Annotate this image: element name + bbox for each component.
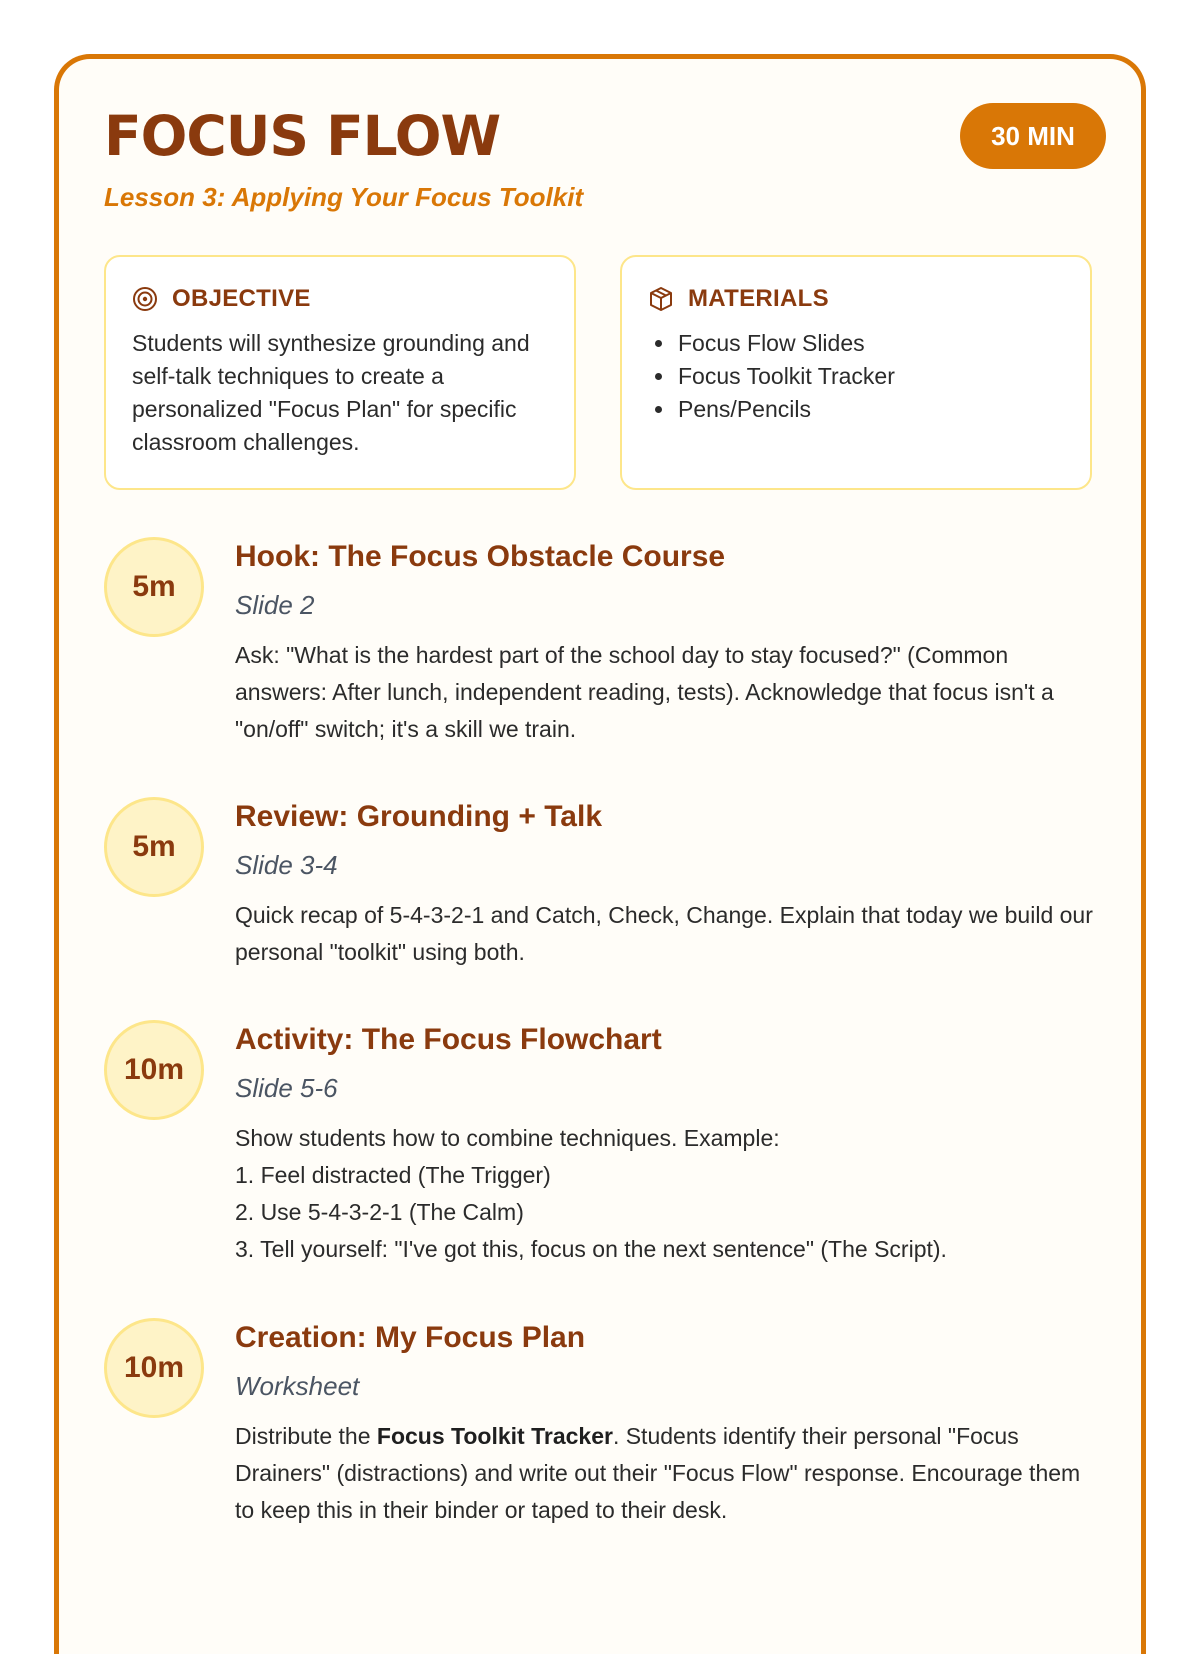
target-icon	[132, 286, 158, 312]
step-slide-ref: Slide 2	[235, 590, 315, 620]
objective-text: Students will synthesize grounding and self-talk techniques to create a personalized "Focus Plan" for specific classroom challenges.	[132, 330, 530, 455]
objective-heading: OBJECTIVE	[172, 285, 311, 312]
step-slide-ref: Slide 5-6	[235, 1073, 338, 1103]
step-description-text: . Students identify their personal "Focus Drainers" (distractions) and write out their "Focus Flow" response. Encourage them to keep this in their binder or taped to their desk.	[235, 1423, 1081, 1523]
step-title: Creation: My Focus Plan	[235, 1321, 586, 1354]
step-description	[235, 1418, 1095, 1529]
lesson-subtitle: Lesson 3: Applying Your Focus Toolkit	[104, 182, 584, 212]
tracker-name: Focus Toolkit Tracker	[376, 1423, 613, 1449]
step-title: Activity: The Focus Flowchart	[235, 1023, 662, 1056]
step-slide-ref: Worksheet	[235, 1371, 360, 1401]
step-description-line: Show students how to combine techniques. Example:	[235, 1125, 780, 1151]
step-description: Quick recap of 5-4-3-2-1 and Catch, Check, Change. Explain that today we build our personal "toolkit" using both.	[235, 902, 1093, 965]
step-description-text: Distribute the	[235, 1423, 377, 1449]
step-time-badge: 10m	[104, 1318, 204, 1418]
lesson-card	[54, 54, 1146, 1654]
list-item: • Focus Toolkit Tracker	[676, 360, 1064, 393]
step-content	[235, 797, 1095, 971]
step-time-badge: 5m	[104, 797, 204, 897]
materials-heading: MATERIALS	[688, 285, 829, 312]
box-icon	[648, 286, 674, 312]
lesson-header	[104, 99, 1106, 213]
objective-heading-row	[132, 285, 548, 313]
step-time-badge: 10m	[104, 1020, 204, 1120]
step-content	[235, 537, 1095, 748]
step-description-line: 3. Tell yourself: "I've got this, focus on the next sentence" (The Script).	[235, 1236, 947, 1262]
step-description	[235, 1120, 1095, 1268]
list-item: • Focus Flow Slides	[676, 327, 1064, 360]
step-title: Hook: The Focus Obstacle Course	[235, 540, 726, 573]
step-description: Ask: "What is the hardest part of the school day to stay focused?" (Common answers: After lunch, independent reading, tests). Acknowledge that focus isn't a "on/off" switch; it's a skill we train.	[235, 642, 1054, 742]
list-item: • Pens/Pencils	[676, 393, 1064, 426]
materials-heading-row	[648, 285, 1064, 313]
objective-box	[104, 255, 576, 490]
step-slide-ref: Slide 3-4	[235, 850, 338, 880]
step-description-line: 2. Use 5-4-3-2-1 (The Calm)	[235, 1199, 524, 1225]
step-content	[235, 1318, 1095, 1529]
page-title: FOCUS FLOW	[104, 104, 501, 168]
materials-list	[648, 327, 1064, 426]
step-description-line: 1. Feel distracted (The Trigger)	[235, 1162, 551, 1188]
duration-badge: 30 MIN	[960, 103, 1106, 169]
step-title: Review: Grounding + Talk	[235, 800, 603, 833]
materials-box	[620, 255, 1092, 490]
step-content	[235, 1020, 1095, 1268]
step-time-badge: 5m	[104, 537, 204, 637]
